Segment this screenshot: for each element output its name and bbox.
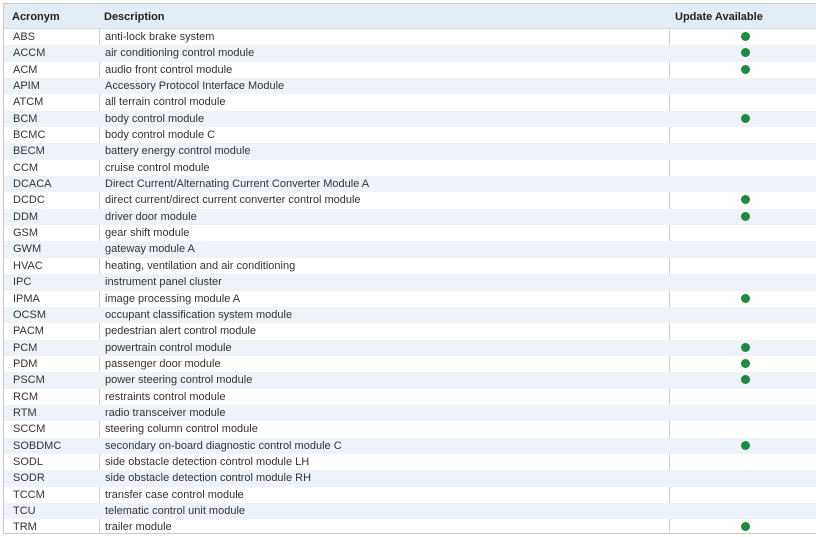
acronym-cell: ACCM xyxy=(13,47,46,60)
update-available-dot-icon xyxy=(741,212,750,221)
description-cell: instrument panel cluster xyxy=(105,276,222,289)
acronym-cell: ACM xyxy=(13,63,38,76)
acronym-cell: PCM xyxy=(13,341,38,354)
table-body xyxy=(4,29,816,534)
acronym-cell: CCM xyxy=(13,161,39,174)
acronym-cell: TRM xyxy=(13,521,37,534)
acronym-cell: SODR xyxy=(13,472,45,485)
update-available-cell xyxy=(739,241,751,257)
update-available-cell xyxy=(739,62,751,78)
update-available-cell xyxy=(739,225,751,241)
table-row[interactable] xyxy=(4,274,816,290)
acronym-cell: DDM xyxy=(13,210,39,223)
acronym-cell: RTM xyxy=(13,406,37,419)
description-cell: body control module xyxy=(105,112,205,125)
acronym-cell: BCM xyxy=(13,112,38,125)
update-available-cell xyxy=(739,503,751,519)
update-available-dot-icon xyxy=(741,522,750,531)
update-available-cell xyxy=(739,438,751,454)
description-cell: Accessory Protocol Interface Module xyxy=(105,80,285,93)
module-table xyxy=(3,3,816,534)
update-available-cell xyxy=(739,454,751,470)
description-cell: transfer case control module xyxy=(105,488,244,501)
description-cell: gateway module A xyxy=(105,243,195,256)
acronym-cell: OCSM xyxy=(13,308,46,321)
table-row[interactable] xyxy=(4,176,816,192)
update-available-cell xyxy=(739,487,751,503)
description-cell: anti-lock brake system xyxy=(105,31,215,43)
table-row[interactable] xyxy=(4,307,816,323)
table-row[interactable] xyxy=(4,405,816,421)
acronym-cell: SODL xyxy=(13,455,43,468)
acronym-cell: ABS xyxy=(13,31,36,43)
update-available-dot-icon xyxy=(741,48,750,57)
description-cell: powertrain control module xyxy=(105,341,232,354)
update-available-dot-icon xyxy=(741,375,750,384)
acronym-cell: GSM xyxy=(13,227,39,240)
description-cell: image processing module A xyxy=(105,292,241,305)
table-row[interactable] xyxy=(4,241,816,257)
description-cell: side obstacle detection control module LH xyxy=(105,455,310,468)
table-row[interactable] xyxy=(4,487,816,503)
update-available-cell xyxy=(739,209,751,225)
acronym-cell: PSCM xyxy=(13,374,45,387)
description-cell: radio transceiver module xyxy=(105,406,226,419)
update-available-cell xyxy=(739,421,751,437)
update-available-dot-icon xyxy=(741,195,750,204)
acronym-cell: RCM xyxy=(13,390,39,403)
table-row[interactable] xyxy=(4,372,816,388)
update-available-cell xyxy=(739,111,751,127)
table-header xyxy=(4,4,816,29)
description-cell: Direct Current/Alternating Current Converter Module A xyxy=(105,178,370,191)
table-row[interactable] xyxy=(4,78,816,94)
update-available-cell xyxy=(739,340,751,356)
acronym-cell: ATCM xyxy=(13,96,44,109)
update-available-dot-icon xyxy=(741,65,750,74)
table-row[interactable] xyxy=(4,503,816,519)
table-row[interactable] xyxy=(4,29,816,45)
description-cell: gear shift module xyxy=(105,227,190,240)
update-available-dot-icon xyxy=(741,359,750,368)
table-row[interactable] xyxy=(4,389,816,405)
acronym-cell: BECM xyxy=(13,145,45,158)
description-cell: power steering control module xyxy=(105,374,253,387)
description-column-header[interactable]: Description xyxy=(104,11,165,23)
table-row[interactable] xyxy=(4,192,816,208)
description-cell: heating, ventilation and air conditioning xyxy=(105,259,296,272)
update-available-cell xyxy=(739,127,751,143)
description-cell: occupant classification system module xyxy=(105,308,293,321)
table-row[interactable] xyxy=(4,258,816,274)
table-row[interactable] xyxy=(4,225,816,241)
acronym-column-header[interactable]: Acronym xyxy=(12,11,60,23)
table-row[interactable] xyxy=(4,519,816,534)
description-cell: passenger door module xyxy=(105,357,221,370)
update-available-cell xyxy=(739,45,751,61)
update-available-dot-icon xyxy=(741,32,750,41)
acronym-cell: SOBDMC xyxy=(13,439,62,452)
update-available-dot-icon xyxy=(741,343,750,352)
table-row[interactable] xyxy=(4,356,816,372)
update-available-dot-icon xyxy=(741,114,750,123)
acronym-cell: APIM xyxy=(13,80,40,93)
table-row[interactable] xyxy=(4,94,816,110)
table-row[interactable] xyxy=(4,323,816,339)
table-row[interactable] xyxy=(4,291,816,307)
description-cell: body control module C xyxy=(105,129,216,142)
update-available-cell xyxy=(739,405,751,421)
description-cell: battery energy control module xyxy=(105,145,251,158)
update-available-cell xyxy=(739,323,751,339)
table-row[interactable] xyxy=(4,470,816,486)
acronym-cell: HVAC xyxy=(13,259,43,272)
update-available-cell xyxy=(739,176,751,192)
acronym-cell: GWM xyxy=(13,243,42,256)
description-cell: air conditioning control module xyxy=(105,47,255,60)
update-available-cell xyxy=(739,470,751,486)
acronym-cell: PACM xyxy=(13,325,44,338)
update-available-cell xyxy=(739,356,751,372)
table-row[interactable] xyxy=(4,340,816,356)
table-row[interactable] xyxy=(4,421,816,437)
acronym-cell: PDM xyxy=(13,357,38,370)
description-cell: audio front control module xyxy=(105,63,233,76)
update-available-cell xyxy=(739,519,751,534)
table-row[interactable] xyxy=(4,143,816,159)
description-cell: restraints control module xyxy=(105,390,226,403)
update-available-cell xyxy=(739,78,751,94)
acronym-cell: BCMC xyxy=(13,129,46,142)
table-row[interactable] xyxy=(4,45,816,61)
description-cell: all terrain control module xyxy=(105,96,226,109)
update-available-dot-icon xyxy=(741,294,750,303)
table-row[interactable] xyxy=(4,209,816,225)
update-available-cell xyxy=(739,258,751,274)
acronym-cell: DCACA xyxy=(13,178,52,191)
update-available-cell xyxy=(739,389,751,405)
update-available-cell xyxy=(739,160,751,176)
acronym-cell: IPMA xyxy=(13,292,40,305)
description-cell: secondary on-board diagnostic control module C xyxy=(105,439,342,452)
update-available-cell xyxy=(739,143,751,159)
table-row[interactable] xyxy=(4,160,816,176)
acronym-cell: SCCM xyxy=(13,423,46,436)
description-cell: trailer module xyxy=(105,521,172,534)
table-row[interactable] xyxy=(4,454,816,470)
update-available-cell xyxy=(739,274,751,290)
description-cell: driver door module xyxy=(105,210,197,223)
acronym-cell: TCU xyxy=(13,504,36,517)
table-row[interactable] xyxy=(4,62,816,78)
description-cell: pedestrian alert control module xyxy=(105,325,257,338)
table-row[interactable] xyxy=(4,438,816,454)
update-available-cell xyxy=(739,29,751,45)
update-available-dot-icon xyxy=(741,441,750,450)
description-cell: telematic control unit module xyxy=(105,504,246,517)
update-available-cell xyxy=(739,94,751,110)
table-row[interactable] xyxy=(4,111,816,127)
description-cell: cruise control module xyxy=(105,161,210,174)
acronym-cell: DCDC xyxy=(13,194,45,207)
update-available-cell xyxy=(739,291,751,307)
description-cell: steering column control module xyxy=(105,423,258,436)
description-cell: side obstacle detection control module RH xyxy=(105,472,312,485)
description-cell: direct current/direct current converter control module xyxy=(105,194,361,207)
update-available-cell xyxy=(739,307,751,323)
acronym-cell: IPC xyxy=(13,276,32,289)
update-available-cell xyxy=(739,192,751,208)
acronym-cell: TCCM xyxy=(13,488,45,501)
update-available-cell xyxy=(739,372,751,388)
update-available-column-header[interactable]: Update Available xyxy=(675,11,763,23)
table-row[interactable] xyxy=(4,127,816,143)
